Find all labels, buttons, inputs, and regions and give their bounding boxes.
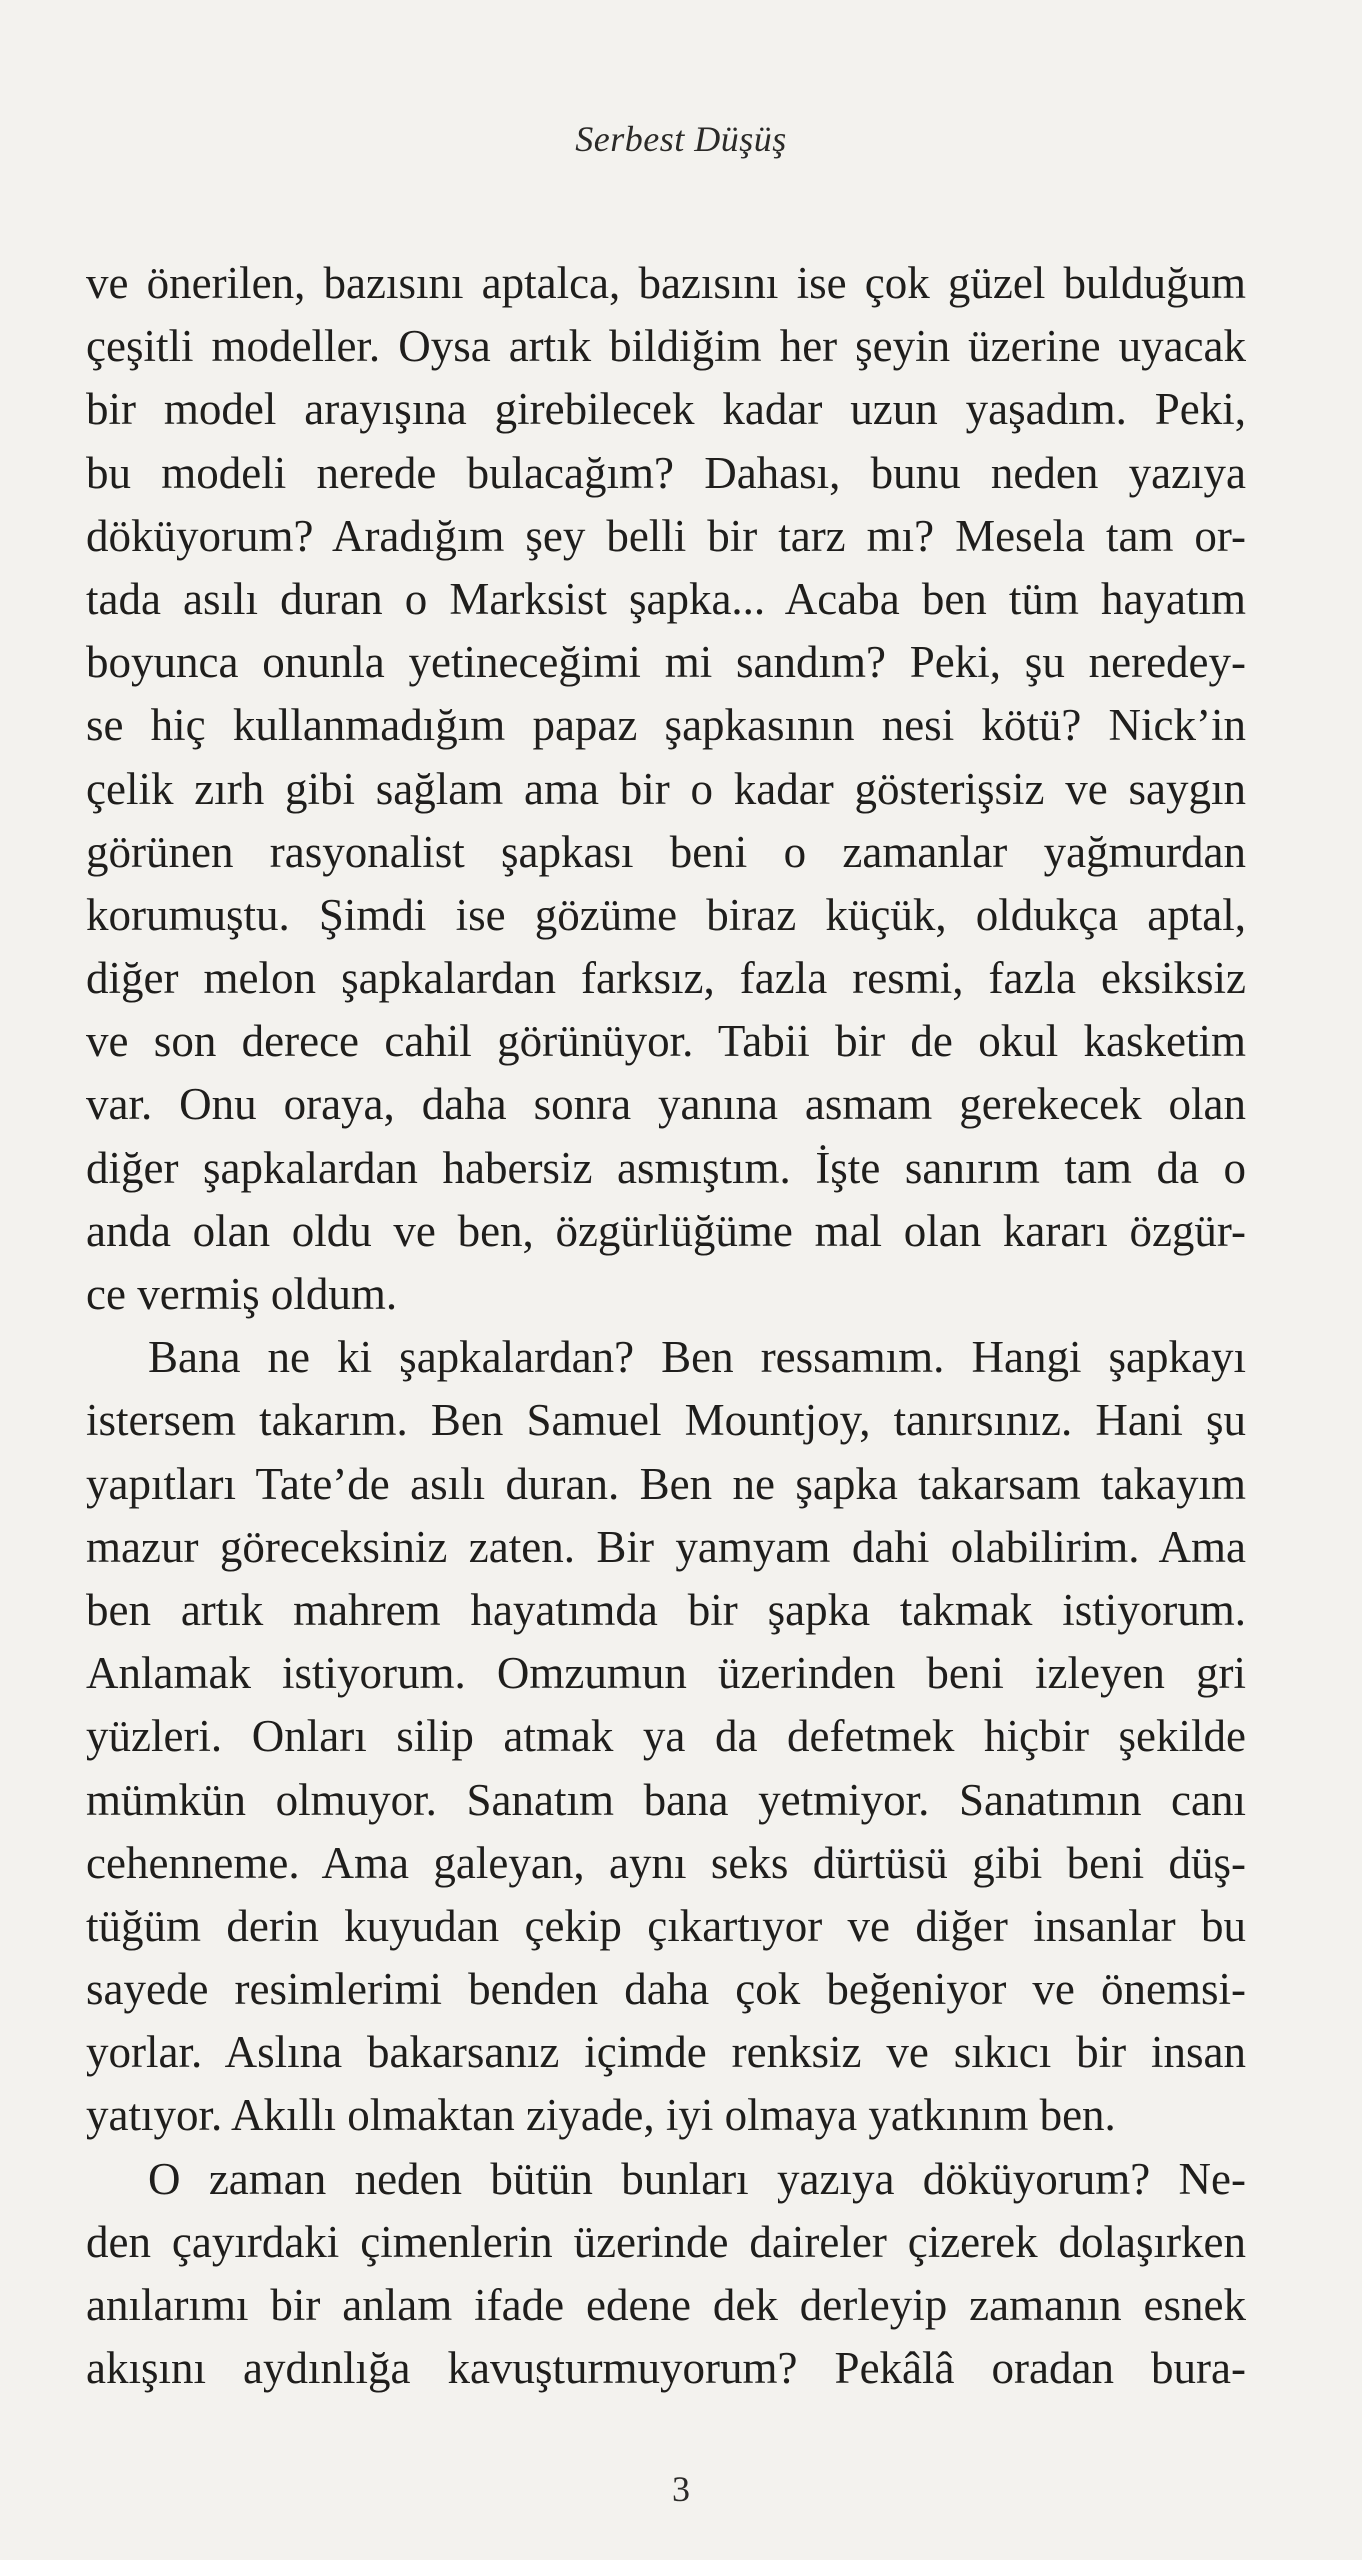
text-line: yorlar. Aslına bakarsanız içimde renksiz ve sıkıcı bir insan — [86, 2027, 1246, 2078]
text-line: ben artık mahrem hayatımda bir şapka takmak istiyorum. — [86, 1584, 1246, 1635]
text-line: çeşitli modeller. Oysa artık bildiğim her şeyin üzerine uyacak — [86, 321, 1246, 372]
text-line: boyunca onunla yetineceğimi mi sandım? Peki, şu neredey- — [86, 637, 1246, 688]
text-line: anda olan oldu ve ben, özgürlüğüme mal olan kararı özgür- — [86, 1205, 1246, 1256]
text-line: yapıtları Tate’de asılı duran. Ben ne şapka takarsam takayım — [86, 1458, 1246, 1509]
text-line: ce vermiş oldum. — [86, 1269, 398, 1319]
text-line: tada asılı duran o Marksist şapka... Acaba ben tüm hayatım — [86, 573, 1246, 624]
text-line: bir model arayışına girebilecek kadar uzun yaşadım. Peki, — [86, 384, 1246, 435]
text-line: diğer şapkalardan habersiz asmıştım. İşte sanırım tam da o — [86, 1142, 1246, 1193]
text-line: se hiç kullanmadığım papaz şapkasının nesi kötü? Nick’in — [86, 700, 1246, 751]
text-line: görünen rasyonalist şapkası beni o zamanlar yağmurdan — [86, 826, 1246, 877]
text-line: yüzleri. Onları silip atmak ya da defetmek hiçbir şekilde — [86, 1711, 1246, 1762]
text-line: var. Onu oraya, daha sonra yanına asmam gerekecek olan — [86, 1079, 1246, 1130]
text-line: anılarımı bir anlam ifade edene dek derleyip zamanın esnek — [86, 2280, 1246, 2330]
text-line: bu modeli nerede bulacağım? Dahası, bunu neden yazıya — [86, 447, 1246, 498]
text-line: yatıyor. Akıllı olmaktan ziyade, iyi olmaya yatkınım ben. — [86, 2090, 1116, 2141]
text-line: korumuştu. Şimdi ise gözüme biraz küçük, oldukça aptal, — [86, 889, 1246, 940]
paragraph-first-line: O zaman neden bütün bunları yazıya döküyorum? Ne- — [148, 2153, 1246, 2204]
body-text — [86, 252, 1246, 2400]
text-line: ve önerilen, bazısını aptalca, bazısını ise çok güzel bulduğum — [86, 258, 1246, 308]
text-line: diğer melon şapkalardan farksız, fazla resmi, fazla eksiksiz — [86, 953, 1246, 1004]
text-line: mümkün olmuyor. Sanatım bana yetmiyor. Sanatımın canı — [86, 1774, 1246, 1825]
text-line: ve son derece cahil görünüyor. Tabii bir de okul kasketim — [86, 1016, 1246, 1067]
text-line: sayede resimlerimi benden daha çok beğeniyor ve önemsi- — [86, 1964, 1246, 2015]
text-line: istersem takarım. Ben Samuel Mountjoy, tanırsınız. Hani şu — [86, 1395, 1246, 1446]
text-line: çelik zırh gibi sağlam ama bir o kadar gösterişsiz ve saygın — [86, 763, 1246, 814]
text-line: mazur göreceksiniz zaten. Bir yamyam dahi olabilirim. Ama — [86, 1521, 1246, 1572]
paragraph-first-line: Bana ne ki şapkalardan? Ben ressamım. Hangi şapkayı — [148, 1332, 1246, 1383]
page-number: 3 — [672, 2469, 690, 2509]
text-line: den çayırdaki çimenlerin üzerinde daireler çizerek dolaşırken — [86, 2216, 1246, 2267]
text-line: tüğüm derin kuyudan çekip çıkartıyor ve diğer insanlar bu — [86, 1900, 1246, 1951]
text-line: cehenneme. Ama galeyan, aynı seks dürtüsü gibi beni düş- — [86, 1837, 1246, 1888]
running-head: Serbest Düşüş — [575, 119, 787, 159]
text-line: Anlamak istiyorum. Omzumun üzerinden beni izleyen gri — [86, 1648, 1246, 1699]
text-line: döküyorum? Aradığım şey belli bir tarz mı? Mesela tam or- — [86, 510, 1246, 561]
text-line: akışını aydınlığa kavuşturmuyorum? Pekâlâ oradan bura- — [86, 2343, 1246, 2394]
